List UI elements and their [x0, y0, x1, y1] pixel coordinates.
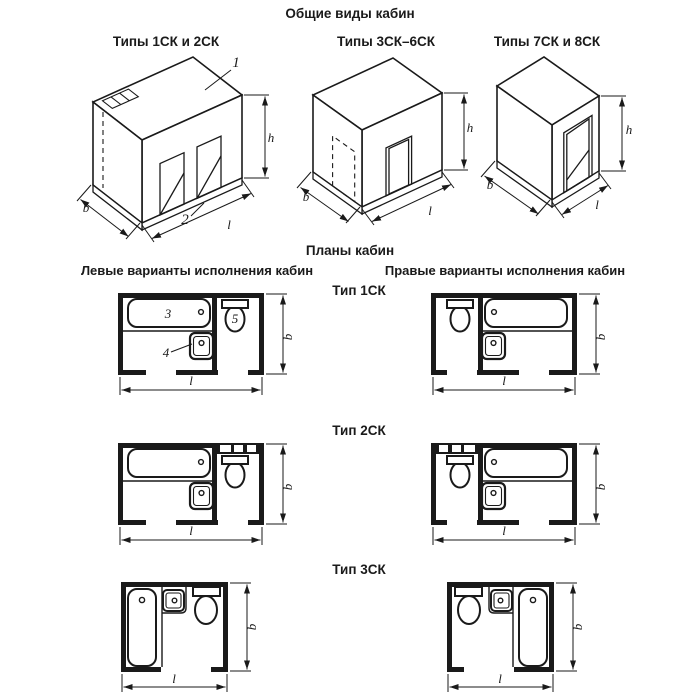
dim-label-l: l: [498, 671, 502, 686]
callout-floor-panel: 2: [181, 212, 189, 228]
iso-cabin-7sk-8sk-drawing: [468, 50, 648, 235]
room-outline: [118, 293, 264, 375]
plan-row-label-1sk: Тип 1СК: [332, 283, 386, 298]
cabin-box: [497, 57, 599, 207]
plan-1sk-left: [116, 291, 306, 403]
plan-3sk-left: [118, 578, 273, 696]
dim-label-b: b: [280, 333, 295, 341]
room-outline-mirrored: [431, 443, 577, 525]
dim-label-b: b: [244, 623, 259, 631]
left-variants-column-title: Левые варианты исполнения кабин: [80, 263, 314, 278]
plan-2sk-right: [429, 441, 619, 553]
dim-label-l: l: [227, 217, 231, 232]
room-outline-mirrored: [447, 582, 554, 672]
callout-ceiling-panel: 1: [232, 55, 240, 71]
iso-cabin-1sk-2sk-drawing: [55, 52, 295, 252]
dim-label-b: b: [280, 483, 295, 491]
plan-1sk-right: [429, 291, 619, 403]
dim-label-b: b: [486, 177, 494, 192]
plans-section-title: Планы кабин: [305, 243, 395, 258]
iso-cabin-3sk-6sk-drawing: [288, 52, 483, 237]
callout-leader-4: [171, 344, 192, 352]
dim-label-h: h: [267, 130, 275, 145]
iso-view-title-2: Типы 3СК–6СК: [337, 34, 435, 49]
dim-label-l: l: [428, 203, 432, 218]
callout-bathtub: 3: [164, 306, 172, 321]
page-title: Общие виды кабин: [285, 6, 415, 21]
dim-label-h: h: [625, 122, 633, 137]
room-outline: [121, 582, 228, 672]
iso-view-title-1: Типы 1СК и 2СК: [112, 34, 220, 49]
dim-label-l: l: [502, 373, 506, 388]
dim-label-b: b: [593, 333, 608, 341]
cabin-box: [313, 58, 442, 214]
callout-washbasin: 4: [162, 345, 170, 360]
dim-label-b: b: [302, 189, 310, 204]
dim-label-l: l: [189, 373, 193, 388]
room-outline-mirrored: [431, 293, 577, 375]
plan-row-label-3sk: Тип 3СК: [332, 562, 386, 577]
dim-label-h: h: [466, 120, 474, 135]
plan-row-label-2sk: Тип 2СК: [332, 423, 386, 438]
dim-label-b: b: [82, 200, 90, 215]
plan-2sk-left: [116, 441, 306, 553]
callout-toilet: 5: [231, 311, 239, 326]
plan-3sk-right: [444, 578, 599, 696]
cabin-box: [93, 57, 242, 230]
dim-label-l: l: [172, 671, 176, 686]
dim-label-l: l: [595, 197, 599, 212]
dim-label-b: b: [593, 483, 608, 491]
room-outline: [118, 443, 264, 525]
iso-view-title-3: Типы 7СК и 8СК: [493, 34, 601, 49]
dim-label-l: l: [502, 523, 506, 538]
right-variants-column-title: Правые варианты исполнения кабин: [384, 263, 626, 278]
dim-label-b: b: [570, 623, 585, 631]
dim-label-l: l: [189, 523, 193, 538]
